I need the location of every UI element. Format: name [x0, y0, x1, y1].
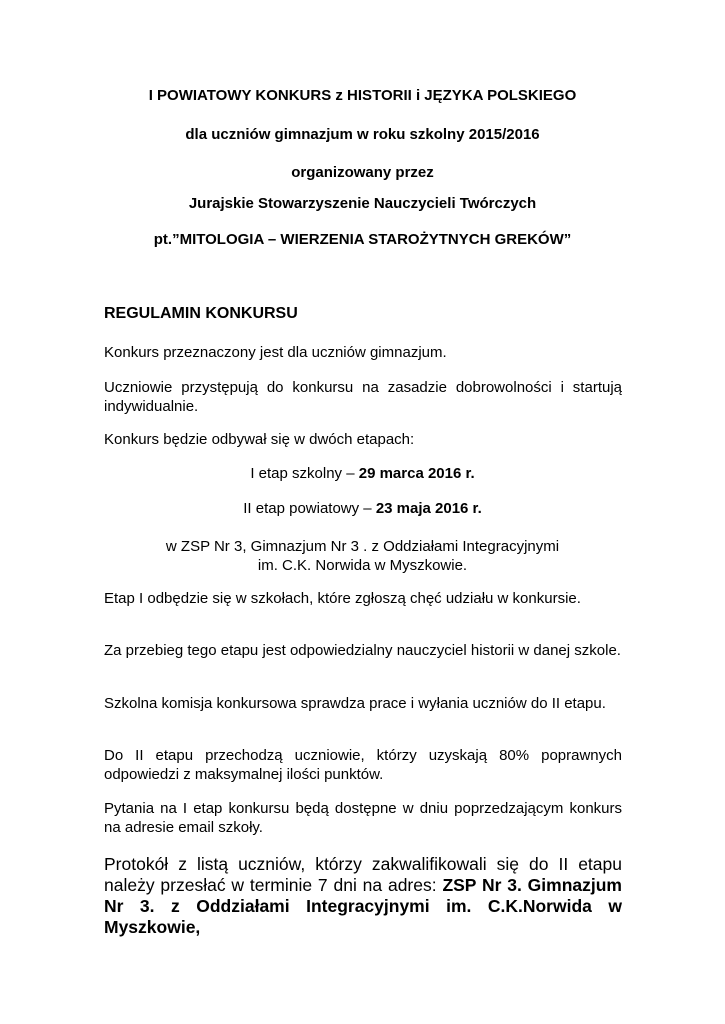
paragraph-9-address: ZSP Nr 3. Gimnazjum Nr 3. z Oddziałami Integracyjnymi im. C.K.Norwida w Myszkowie, — [104, 875, 622, 937]
paragraph-6: Szkolna komisja konkursowa sprawdza prace i wyłania uczniów do II etapu. — [104, 695, 606, 712]
paragraph-4: Etap I odbędzie się w szkołach, które zgłoszą chęć udziału w konkursie. — [104, 590, 581, 607]
section-heading: REGULAMIN KONKURSU — [104, 305, 298, 322]
title-line-5: pt.”MITOLOGIA – WIERZENIA STAROŻYTNYCH GREKÓW” — [153, 231, 572, 248]
paragraph-1: Konkurs przeznaczony jest dla uczniów gimnazjum. — [104, 344, 447, 361]
paragraph-7: Do II etapu przechodzą uczniowie, którzy uzyskają 80% poprawnych odpowiedzi z maksymalnej ilości punktów. — [104, 747, 622, 783]
paragraph-8: Pytania na I etap konkursu będą dostępne w dniu poprzedzającym konkurs na adresie email szkoły. — [104, 800, 622, 836]
stage-1-date: 29 marca 2016 r. — [358, 465, 475, 482]
paragraph-9 — [104, 854, 622, 938]
stage-2-label: II etap powiatowy – — [243, 500, 376, 517]
paragraph-3: Konkurs będzie odbywał się w dwóch etapach: — [104, 431, 415, 448]
paragraph-2: Uczniowie przystępują do konkursu na zasadzie dobrowolności i startują indywidualnie. — [104, 379, 622, 415]
title-line-4: Jurajskie Stowarzyszenie Nauczycieli Twórczych — [188, 195, 537, 212]
stage-1-label: I etap szkolny – — [250, 465, 359, 482]
paragraph-9-text: Protokół z listą uczniów, którzy zakwalifikowali się do II etapu należy przesłać w terminie 7 dni na adres: — [104, 854, 622, 895]
stage-2-date: 23 maja 2016 r. — [375, 500, 482, 517]
paragraph-5: Za przebieg tego etapu jest odpowiedzialny nauczyciel historii w danej szkole. — [104, 642, 621, 659]
title-line-3: organizowany przez — [291, 164, 434, 181]
title-line-1: I POWIATOWY KONKURS z HISTORII i JĘZYKA POLSKIEGO — [148, 87, 577, 104]
stage-2-line — [0, 500, 725, 517]
stage-1-line — [0, 465, 725, 482]
location-line-1: w ZSP Nr 3, Gimnazjum Nr 3 . z Oddziałami Integracyjnymi — [165, 538, 560, 555]
location-line-2: im. C.K. Norwida w Myszkowie. — [257, 557, 468, 574]
title-line-2: dla uczniów gimnazjum w roku szkolny 2015/2016 — [185, 126, 540, 143]
